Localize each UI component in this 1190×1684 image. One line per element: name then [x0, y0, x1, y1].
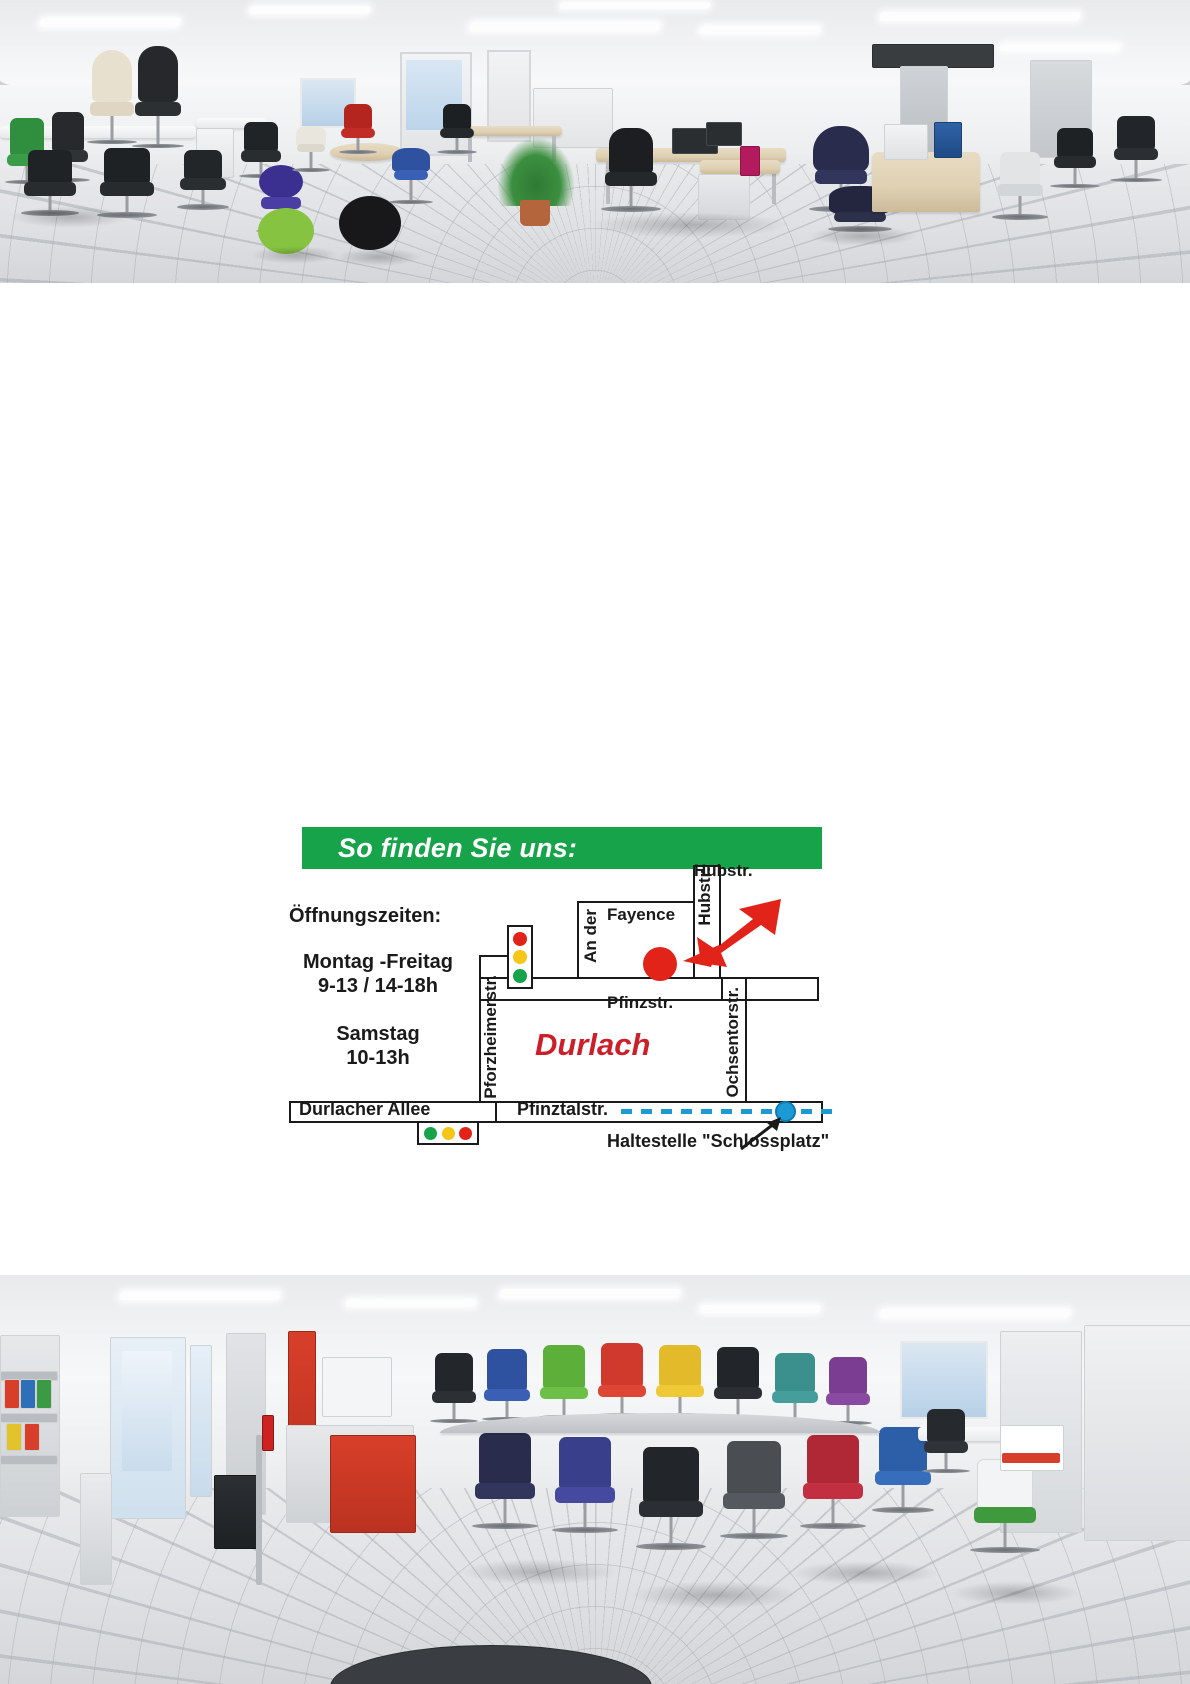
office-chair: [1108, 116, 1164, 212]
office-chair: [798, 1435, 868, 1565]
office-chair: [718, 1441, 790, 1575]
ceiling-light: [699, 26, 821, 34]
shadow: [950, 1581, 1080, 1605]
noticeboard: [322, 1357, 392, 1417]
shelf-unit: [0, 1455, 58, 1465]
traffic-light-yellow: [513, 950, 527, 964]
reception-counter-front: [330, 1435, 416, 1533]
traffic-light-green: [513, 969, 527, 983]
ceiling-light: [879, 1309, 1071, 1318]
office-chair: [436, 104, 478, 168]
brochure-stand: [884, 124, 928, 160]
ceiling-light: [999, 44, 1121, 51]
opening-hours-saturday-times: 10-13h: [346, 1047, 410, 1069]
street-label-durlacher-allee: Durlacher Allee: [299, 1099, 431, 1119]
tram-stop-label: Haltestelle "Schlossplatz": [607, 1131, 830, 1151]
street-label-pforzheimerstr: Pforzheimerstr.: [481, 975, 500, 1099]
traffic-light-south: [417, 1121, 479, 1145]
product-box: [24, 1423, 40, 1451]
shadow: [808, 226, 918, 246]
shadow: [590, 212, 790, 238]
monitor: [706, 122, 742, 146]
street-label-hubstr: Hubstr.: [694, 861, 753, 880]
product-box: [36, 1379, 52, 1409]
street-label-hubstr-vertical: Hubstr.: [695, 867, 714, 926]
stool: [388, 148, 434, 228]
office-chair: [1048, 128, 1102, 214]
street-label-an-der: An der: [581, 909, 600, 963]
opening-hours-weekday-days: Montag -Freitag: [303, 951, 453, 973]
room-scene-top: [0, 0, 1190, 283]
plant-pot: [520, 200, 550, 226]
ceiling-light: [699, 1305, 821, 1313]
traffic-light-yellow: [442, 1127, 455, 1140]
office-chair: [470, 1433, 540, 1563]
shadow: [250, 246, 340, 264]
traffic-light-red: [513, 932, 527, 946]
stool: [290, 126, 332, 188]
ceiling-light: [559, 2, 711, 9]
location-map: [289, 827, 835, 1180]
shadow: [336, 248, 422, 266]
shadow: [790, 1561, 940, 1585]
entrance-glass: [122, 1351, 172, 1471]
location-arrow-icon: [677, 897, 783, 977]
ceiling-light: [249, 6, 371, 14]
shadow: [10, 206, 130, 228]
district-label: Durlach: [535, 1027, 651, 1062]
traffic-light-north: [507, 925, 533, 989]
wall-cabinet: [872, 44, 994, 68]
window: [190, 1345, 212, 1497]
street-label-ochsentorstr: Ochsentorstr.: [723, 987, 742, 1098]
street-label-pfinzstr: Pfinzstr.: [607, 993, 674, 1012]
office-chair: [338, 104, 378, 166]
binder: [740, 146, 760, 176]
ceiling-light: [499, 1289, 681, 1298]
ceiling-light: [119, 1291, 281, 1300]
cabinet: [1084, 1325, 1190, 1541]
ceiling-light: [345, 1299, 477, 1307]
ceiling-light: [879, 12, 1081, 21]
ceiling-light: [39, 18, 181, 27]
office-chair: [634, 1447, 708, 1587]
showroom-panorama-bottom: [0, 1275, 1190, 1684]
shadow: [630, 1581, 800, 1609]
opening-hours-saturday-days: Samstag: [336, 1023, 420, 1045]
office-chair: [550, 1437, 620, 1569]
office-chair: [968, 1459, 1042, 1589]
office-chair: [920, 1409, 972, 1501]
poster: [934, 122, 962, 158]
traffic-light-red: [459, 1127, 472, 1140]
office-chair: [990, 152, 1050, 244]
fire-extinguisher: [262, 1415, 274, 1451]
street-label-pfinztalstr: Pfinztalstr.: [517, 1099, 609, 1119]
opening-hours-weekday-times: 9-13 / 14-18h: [317, 975, 439, 997]
product-box: [6, 1423, 22, 1451]
traffic-light-green: [424, 1127, 437, 1140]
office-chair: [176, 150, 230, 220]
window: [900, 1341, 988, 1419]
info-sign: [1000, 1425, 1064, 1471]
tram-line: [621, 1109, 835, 1114]
info-sign-banner: [1002, 1453, 1060, 1463]
street-label-fayence: Fayence: [607, 905, 676, 924]
ceiling-light: [469, 22, 661, 31]
map-title: So finden Sie uns:: [338, 832, 578, 863]
reception-counter: [872, 152, 980, 212]
showroom-panorama-top: [0, 0, 1190, 283]
coat-stand: [256, 1435, 262, 1585]
product-box: [4, 1379, 20, 1409]
product-box: [20, 1379, 36, 1409]
brochure-stand: [80, 1473, 112, 1585]
shadow: [460, 1559, 620, 1585]
location-marker-dot: [643, 947, 677, 981]
potted-plant: [498, 138, 574, 206]
opening-hours-heading: Öffnungszeiten:: [289, 905, 442, 927]
drawer-trolley: [214, 1475, 260, 1549]
room-scene-bottom: [0, 1275, 1190, 1684]
shelf-unit: [0, 1413, 58, 1423]
